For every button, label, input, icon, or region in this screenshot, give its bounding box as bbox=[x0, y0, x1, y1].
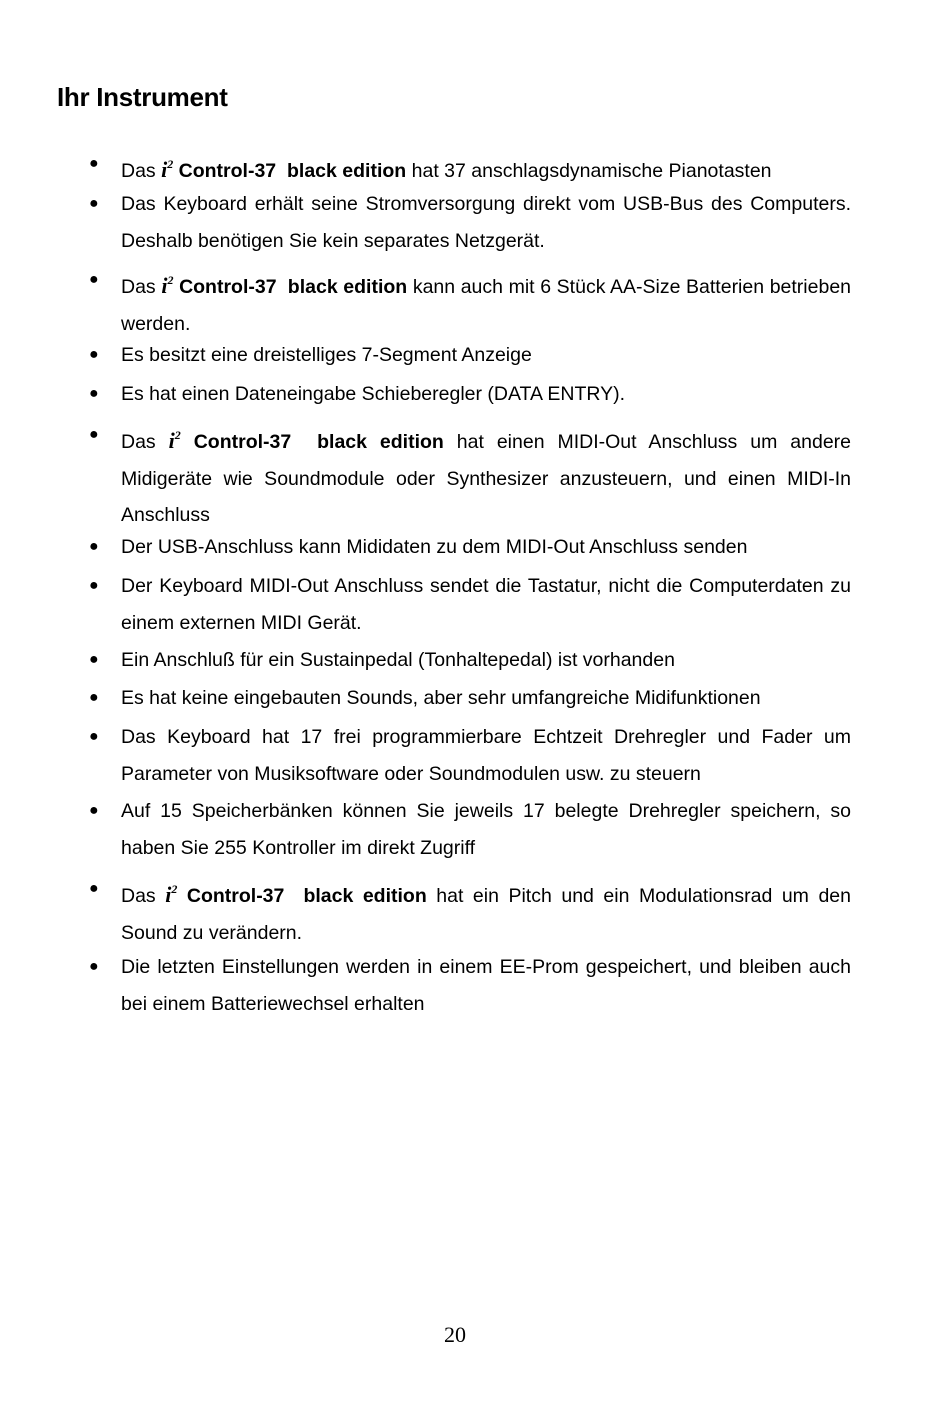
item-text: hat ein Pitch und ein Modulationsrad um den Sound zu verändern. bbox=[121, 885, 851, 944]
product-model: Control-37 bbox=[179, 276, 277, 298]
page-number: 20 bbox=[444, 1322, 466, 1347]
product-model: Control-37 bbox=[178, 160, 277, 182]
item-text: Ein Anschluß für ein Sustainpedal (Tonhaltepedal) ist vorhanden bbox=[121, 649, 675, 671]
product-logo-base: i bbox=[165, 882, 172, 907]
list-item bbox=[89, 871, 851, 951]
list-item bbox=[89, 719, 851, 792]
item-text: Das Keyboard erhält seine Stromversorgung direkt vom USB-Bus des Computers. Deshalb benötigen Sie kein separates Netzgerät. bbox=[121, 193, 851, 252]
list-item bbox=[89, 793, 851, 866]
product-edition: black edition bbox=[317, 431, 444, 453]
bullet-icon: ● bbox=[89, 577, 99, 594]
product-edition: black edition bbox=[287, 276, 408, 298]
bullet-icon: ● bbox=[89, 346, 99, 363]
product-logo-superscript: 2 bbox=[167, 157, 174, 171]
bullet-icon: ● bbox=[89, 802, 99, 819]
item-prefix: Das bbox=[121, 276, 156, 298]
item-text: Das Keyboard hat 17 frei programmierbare Echtzeit Drehregler und Fader um Parameter von Musiksoftware oder Soundmodulen usw. zu steuern bbox=[121, 726, 851, 785]
item-text: Der USB-Anschluss kann Mididaten zu dem MIDI-Out Anschluss senden bbox=[121, 536, 748, 558]
list-item bbox=[89, 949, 851, 1022]
item-text: Es hat einen Dateneingabe Schieberegler (DATA ENTRY). bbox=[121, 383, 626, 405]
bullet-icon: ● bbox=[89, 195, 99, 212]
list-item bbox=[89, 376, 851, 413]
product-logo-superscript: 2 bbox=[174, 428, 181, 442]
bullet-icon: ● bbox=[89, 155, 99, 172]
item-text: hat einen MIDI-Out Anschluss um andere Midigeräte wie Soundmodule oder Synthesizer anzusteuern, und einen MIDI-In Anschluss bbox=[121, 431, 852, 526]
bullet-icon: ● bbox=[89, 538, 99, 555]
product-logo-superscript: 2 bbox=[171, 882, 178, 896]
item-text: hat 37 anschlagsdynamische Pianotasten bbox=[411, 160, 772, 182]
list-item bbox=[89, 529, 851, 566]
list-item bbox=[89, 417, 852, 534]
item-text: Der Keyboard MIDI-Out Anschluss sendet die Tastatur, nicht die Computerdaten zu einem externen MIDI Gerät. bbox=[121, 575, 851, 634]
item-text: Es hat keine eingebauten Sounds, aber sehr umfangreiche Midifunktionen bbox=[121, 687, 761, 709]
page-title: Ihr Instrument bbox=[57, 82, 228, 112]
item-prefix: Das bbox=[121, 431, 156, 453]
bullet-icon: ● bbox=[89, 651, 99, 668]
list-item bbox=[89, 337, 851, 374]
product-logo bbox=[161, 157, 173, 182]
item-text: Es besitzt eine dreistelliges 7-Segment Anzeige bbox=[121, 344, 532, 366]
product-logo-base: i bbox=[161, 273, 168, 298]
item-text: Auf 15 Speicherbänken können Sie jeweils 17 belegte Drehregler speichern, so haben Sie 255 Kontroller im direkt Zugriff bbox=[121, 800, 851, 859]
product-model: Control-37 bbox=[193, 431, 292, 453]
bullet-icon: ● bbox=[89, 689, 99, 706]
list-item bbox=[89, 146, 851, 190]
bullet-icon: ● bbox=[89, 958, 99, 975]
product-logo bbox=[169, 428, 181, 453]
product-logo-superscript: 2 bbox=[167, 273, 174, 287]
list-item bbox=[89, 262, 852, 342]
product-edition: black edition bbox=[303, 885, 427, 907]
bullet-icon: ● bbox=[89, 385, 99, 402]
product-logo bbox=[161, 273, 173, 298]
list-item bbox=[89, 680, 851, 717]
product-model: Control-37 bbox=[186, 885, 285, 907]
item-prefix: Das bbox=[121, 885, 156, 907]
product-logo bbox=[165, 882, 177, 907]
bullet-icon: ● bbox=[89, 271, 99, 288]
bullet-icon: ● bbox=[89, 880, 99, 897]
bullet-icon: ● bbox=[89, 426, 99, 443]
list-item bbox=[89, 186, 851, 259]
product-logo-base: i bbox=[161, 157, 168, 182]
item-prefix: Das bbox=[121, 160, 156, 182]
item-text: Die letzten Einstellungen werden in einem EE-Prom gespeichert, und bleiben auch bei einem Batteriewechsel erhalten bbox=[121, 956, 851, 1015]
product-logo-base: i bbox=[168, 428, 175, 453]
item-text: kann auch mit 6 Stück AA-Size Batterien betrieben werden. bbox=[121, 276, 852, 335]
list-item bbox=[89, 568, 851, 641]
product-edition: black edition bbox=[287, 160, 407, 182]
bullet-icon: ● bbox=[89, 728, 99, 745]
list-item bbox=[89, 642, 851, 679]
